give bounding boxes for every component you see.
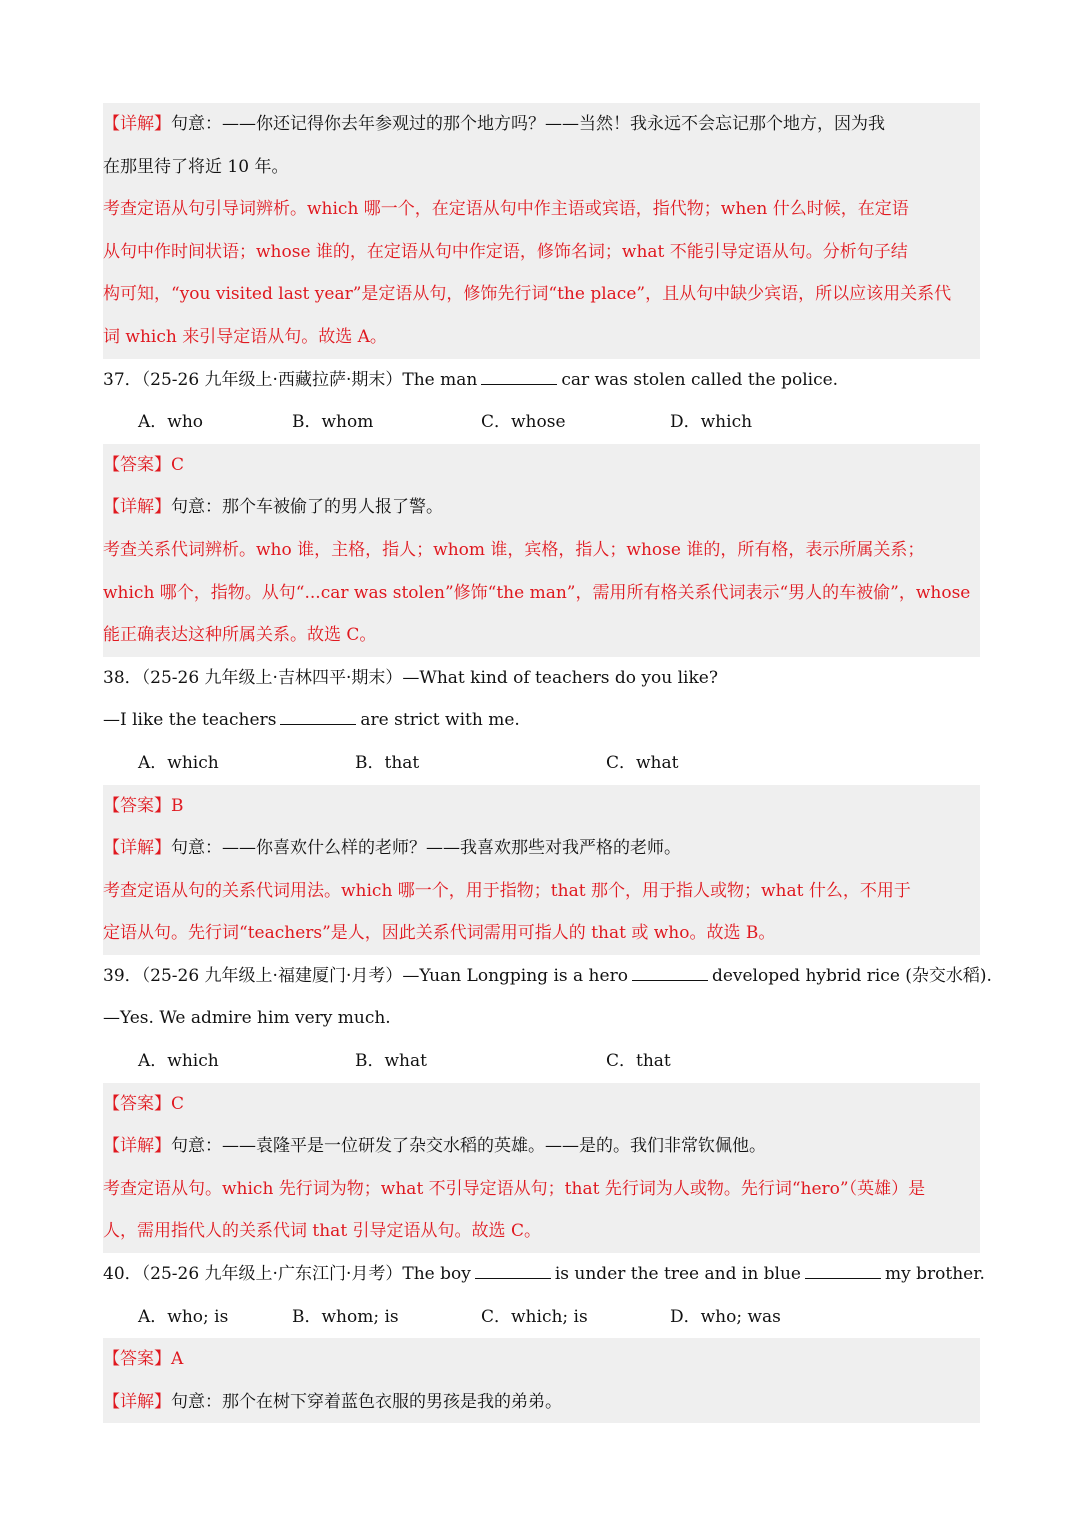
answer-blank: [481, 383, 557, 385]
options: [103, 401, 980, 444]
question-37: [103, 359, 980, 657]
content: [103, 103, 992, 1423]
analysis-line: 考查定语从句引导词辨析。which 哪一个，在定语从句中作主语或宾语，指代物；when 什么时候，在定语: [103, 199, 909, 220]
detail-line: [103, 1125, 980, 1168]
stem-text: —What kind of teachers do you like?: [402, 667, 718, 688]
detail-text: 句意：——你喜欢什么样的老师？——我喜欢那些对我严格的老师。: [171, 838, 681, 859]
options: [103, 1296, 980, 1339]
detail-text: 在那里待了将近 10 年。: [103, 156, 289, 177]
question-source: （25-26 九年级上·广东江门·月考）: [141, 1264, 403, 1285]
option-a: A．who: [138, 412, 204, 433]
analysis-line: 定语从句。先行词“teachers”是人，因此关系代词需用可指人的 that 或 who。故选 B。: [103, 923, 776, 944]
answer-value: A: [171, 1349, 184, 1370]
question-number: 39．: [103, 965, 142, 986]
question-stem: [103, 699, 980, 742]
answer-line: [103, 785, 980, 828]
prev-explanation-block: [103, 103, 980, 359]
option-a: A．who; is: [138, 1306, 229, 1327]
answer-blank: [475, 1277, 551, 1279]
question-number: 40．: [103, 1264, 142, 1285]
stem-text: The boy: [402, 1264, 471, 1285]
stem-text: —Yuan Longping is a hero: [402, 965, 628, 986]
detail-text: 句意：——袁隆平是一位研发了杂交水稻的英雄。——是的。我们非常钦佩他。: [171, 1136, 766, 1157]
stem-text: —Yes. We admire him very much.: [103, 1008, 391, 1029]
answer-block: [103, 785, 980, 955]
detail-text: 句意：那个车被偷了的男人报了警。: [171, 497, 443, 518]
question-source: （25-26 九年级上·福建厦门·月考）: [141, 965, 403, 986]
question-number: 37．: [103, 369, 142, 390]
question-40: [103, 1253, 985, 1423]
answer-blank: [805, 1277, 881, 1279]
detail-line: [103, 486, 980, 529]
answer-value: C: [171, 454, 185, 475]
analysis-line: 词 which 来引导定语从句。故选 A。: [103, 326, 387, 347]
answer-blank: [280, 723, 356, 725]
option-a: A．which: [138, 1051, 219, 1072]
stem-text: are strict with me.: [360, 710, 520, 731]
option-c: C．what: [606, 752, 679, 773]
stem-text: —I like the teachers: [103, 710, 277, 731]
answer-blank: [632, 979, 708, 981]
question-stem: [103, 997, 980, 1040]
analysis-line: 构可知，“you visited last year”是定语从句，修饰先行词“the place”，且从句中缺少宾语，所以应该用关系代: [103, 284, 952, 305]
option-c: C．that: [606, 1051, 671, 1072]
answer-label: 【答案】: [103, 795, 171, 816]
stem-text: is under the tree and in blue: [554, 1264, 801, 1285]
option-c: C．whose: [481, 412, 566, 433]
analysis-line: which 哪个，指物。从句“...car was stolen”修饰“the man”，需用所有格关系代词表示“男人的车被偷”，whose: [103, 582, 971, 603]
detail-line: [103, 103, 980, 146]
option-d: D．who; was: [670, 1306, 781, 1327]
answer-block: [103, 444, 980, 657]
detail-label: 【详解】: [103, 114, 171, 134]
question-source: （25-26 九年级上·西藏拉萨·期末）: [141, 369, 403, 390]
answer-label: 【答案】: [103, 1349, 171, 1370]
detail-label: 【详解】: [103, 1136, 171, 1157]
detail-label: 【详解】: [103, 497, 171, 518]
stem-text: The man: [402, 369, 478, 390]
option-a: A．which: [138, 752, 219, 773]
analysis-line: 考查关系代词辨析。who 谁，主格，指人；whom 谁，宾格，指人；whose 谁的，所有格，表示所属关系；: [103, 539, 925, 560]
analysis-line: 从句中作时间状语；whose 谁的，在定语从句中作定语，修饰名词；what 不能引导定语从句。分析句子结: [103, 241, 908, 262]
detail-line: [103, 146, 980, 189]
stem-text: developed hybrid rice (杂交水稻).: [711, 965, 992, 986]
detail-label: 【详解】: [103, 838, 171, 859]
analysis-line: 人，需用指代人的关系代词 that 引导定语从句。故选 C。: [103, 1221, 541, 1242]
answer-line: [103, 1338, 980, 1381]
detail-label: 【详解】: [103, 1391, 171, 1412]
question-stem: [103, 359, 980, 402]
question-38: [103, 657, 980, 955]
question-number: 38．: [103, 667, 142, 688]
question-stem: [103, 657, 980, 700]
option-b: B．what: [355, 1051, 427, 1072]
answer-line: [103, 444, 980, 487]
analysis-line: 考查定语从句。which 先行词为物；what 不引导定语从句；that 先行词为人或物。先行词“hero”（英雄）是: [103, 1178, 926, 1199]
analysis-line: 考查定语从句的关系代词用法。which 哪一个，用于指物；that 那个，用于指人或物；what 什么，不用于: [103, 880, 911, 901]
answer-block: [103, 1083, 980, 1253]
option-b: B．that: [355, 752, 420, 773]
answer-value: B: [171, 795, 184, 816]
option-d: D．which: [670, 412, 753, 433]
option-c: C．which; is: [481, 1306, 588, 1327]
answer-label: 【答案】: [103, 454, 171, 475]
question-source: （25-26 九年级上·吉林四平·期末）: [141, 667, 403, 688]
answer-block: [103, 1338, 980, 1423]
detail-line: [103, 827, 980, 870]
options: [103, 742, 980, 785]
detail-line: [103, 1381, 980, 1424]
analysis-line: 能正确表达这种所属关系。故选 C。: [103, 625, 377, 646]
question-stem: [103, 1253, 985, 1296]
stem-text: my brother.: [885, 1264, 985, 1285]
answer-label: 【答案】: [103, 1093, 171, 1114]
answer-line: [103, 1083, 980, 1126]
option-b: B．whom: [292, 412, 374, 433]
option-b: B．whom; is: [292, 1306, 399, 1327]
question-39: [103, 955, 992, 1253]
options: [103, 1040, 980, 1083]
answer-value: C: [171, 1093, 185, 1114]
detail-text: 句意：那个在树下穿着蓝色衣服的男孩是我的弟弟。: [171, 1391, 562, 1412]
detail-text: 句意：——你还记得你去年参观过的那个地方吗？——当然！我永远不会忘记那个地方，因为我: [171, 114, 885, 134]
stem-text: car was stolen called the police.: [561, 369, 839, 390]
question-stem: [103, 955, 992, 998]
